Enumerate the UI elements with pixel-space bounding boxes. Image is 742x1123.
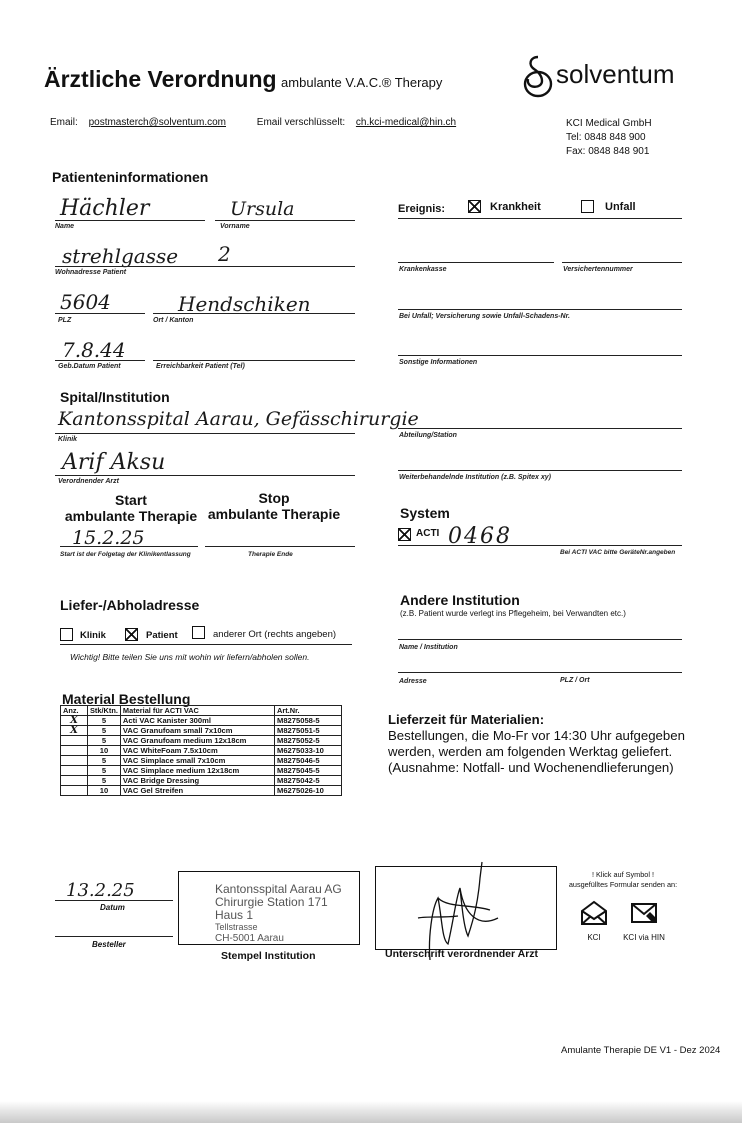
table-row [61,756,342,766]
row-stk: 10 [88,786,121,796]
start-title [62,492,200,524]
delivery-section-title: Liefer-/Abholadresse [60,597,200,613]
delivery-other-label [213,629,336,640]
row-artnr: M8275046-5 [275,756,342,766]
patient-ort-value[interactable]: Hendschiken [178,292,311,316]
table-row [61,746,342,756]
table-row [61,736,342,746]
other-inst-name-label: Name / Institution [399,644,458,651]
other-inst-name-line [398,639,682,640]
row-stk: 5 [88,736,121,746]
krankheit-checkbox[interactable] [468,200,481,213]
row-material: VAC Bridge Dressing [120,776,274,786]
row-qty[interactable] [61,746,88,756]
datum-label: Datum [100,903,125,912]
besteller-label: Besteller [92,940,126,949]
device-label: Bei ACTI VAC bitte GeräteNr.angeben [560,549,676,556]
patient-plz-label: PLZ [58,317,72,324]
row-qty[interactable] [61,776,88,786]
other-inst-plz-label: PLZ / Ort [560,677,590,684]
scan-edge [0,1101,742,1123]
delivery-klinik-label: Klinik [80,630,106,641]
lieferzeit-line-2: werden, werden am folgenden Werktag geliefert. [388,744,673,759]
patient-vorname-line [215,220,355,221]
row-material: Acti VAC Kanister 300ml [120,716,274,726]
start-title-1: Start [115,492,147,508]
send-hint-2: ausgefülltes Formular senden an: [568,880,678,889]
klinik-line [55,433,355,434]
lieferzeit-block [388,712,685,776]
delivery-other-text: anderer Ort [213,629,262,640]
start-date-value[interactable]: 15.2.25 [72,527,145,549]
patient-name-label: Name [55,223,75,230]
row-qty[interactable] [61,766,88,776]
row-qty[interactable] [61,756,88,766]
delivery-patient-checkbox[interactable] [125,628,138,641]
col-artnr: Art.Nr. [275,706,342,716]
delivery-other-checkbox[interactable] [192,626,205,639]
row-material: VAC Simplace medium 12x18cm [120,766,274,776]
row-artnr: M6275026-10 [275,786,342,796]
row-stk: 5 [88,726,121,736]
title-sub: ambulante V.A.C.® Therapy [281,75,443,90]
delivery-line [60,644,352,645]
company-fax: Fax: 0848 848 901 [566,146,650,157]
brand-name: solventum [556,59,675,89]
table-row [61,786,342,796]
col-stk: Stk/Ktn. [88,706,121,716]
arzt-label: Verordnender Arzt [58,478,119,485]
weiter-line [398,470,682,471]
patient-name-line [55,220,205,221]
row-qty[interactable]: X [61,716,88,726]
stop-title-2: ambulante Therapie [207,506,341,522]
patient-plz-value[interactable]: 5604 [60,290,111,314]
table-row [61,776,342,786]
event-label: Ereignis: [398,203,446,215]
row-artnr: M8275052-5 [275,736,342,746]
patient-address-label: Wohnadresse Patient [55,269,127,276]
patient-ort-label: Ort / Kanton [153,317,194,324]
versnr-line [562,262,682,263]
abteilung-label: Abteilung/Station [399,432,457,439]
patient-ort-line [153,313,355,314]
email-label: Email: [50,117,78,128]
email-link[interactable]: postmasterch@solventum.com [88,117,226,128]
row-material: VAC Granufoam medium 12x18cm [120,736,274,746]
datum-value[interactable]: 13.2.25 [66,880,135,901]
end-date-line [205,546,355,547]
spital-section-title: Spital/Institution [60,389,170,405]
start-title-2: ambulante Therapie [64,508,198,524]
row-material: VAC Granufoam small 7x10cm [120,726,274,736]
table-row [61,766,342,776]
send-hint-1: ! Klick auf Symbol ! [591,870,655,879]
company-name: KCI Medical GmbH [566,118,652,129]
send-kci-button[interactable] [578,900,610,942]
title-main: Ärztliche Verordnung [44,66,277,92]
send-kci-hin-button[interactable] [622,900,666,942]
patient-dob-value[interactable]: 7.8.44 [62,338,126,362]
row-stk: 5 [88,776,121,786]
form-title [44,66,442,93]
versnr-label: Versichertennummer [563,266,633,273]
patient-tel-line [153,360,355,361]
unfall-info-line [398,309,682,310]
end-date-label: Therapie Ende [248,551,293,558]
company-tel: Tel: 0848 848 900 [566,132,646,143]
stamp-line-3: Haus 1 [215,908,254,922]
company-block [566,117,652,159]
col-material: Material für ACTI VAC [120,706,274,716]
other-inst-addr-line [398,672,682,673]
krankenkasse-label: Krankenkasse [399,266,447,273]
col-anz: Anz. [61,706,88,716]
signature-label: Unterschrift verordnender Arzt [385,948,539,960]
lieferzeit-line-1: Bestellungen, die Mo-Fr vor 14:30 Uhr aufgegeben [388,728,685,743]
solventum-logo [520,53,680,103]
acti-label: ACTI [416,528,440,539]
stamp-line-5: CH-5001 Aarau [215,933,284,944]
patient-vorname-label: Vorname [220,223,250,230]
material-table-header [61,706,342,716]
row-stk: 5 [88,766,121,776]
event-line [398,218,682,219]
acti-checkbox[interactable] [398,528,411,541]
patient-dob-label: Geb.Datum Patient [58,363,121,370]
sonstige-line [398,355,682,356]
device-no-value[interactable]: 0468 [448,524,512,549]
krankenkasse-line [398,262,554,263]
row-artnr: M8275058-5 [275,716,342,726]
row-material: VAC WhiteFoam 7.5x10cm [120,746,274,756]
lieferzeit-title: Lieferzeit für Materialien: [388,712,545,727]
row-stk: 10 [88,746,121,756]
row-artnr: M8275042-5 [275,776,342,786]
row-artnr: M8275045-5 [275,766,342,776]
device-line [398,545,682,546]
klinik-value[interactable]: Kantonsspital Aarau, Gefässchirurgie [58,408,419,430]
krankheit-label: Krankheit [490,201,541,213]
patient-name-value[interactable]: Hächler [60,196,150,221]
stamp-line-1: Kantonsspital Aarau AG [215,882,342,896]
row-artnr: M8275051-5 [275,726,342,736]
other-inst-sub: (z.B. Patient wurde verlegt ins Pflegeheim, bei Verwandten etc.) [400,609,626,618]
stamp-line-4: Tellstrasse [215,922,258,932]
delivery-klinik-checkbox[interactable] [60,628,73,641]
patient-vorname-value[interactable]: Ursula [230,198,295,220]
delivery-other-note: (rechts angeben) [264,629,337,640]
besteller-line [55,936,173,937]
weiter-label: Weiterbehandelnde Institution (z.B. Spitex xy) [399,474,551,481]
row-stk: 5 [88,716,121,726]
solventum-logo-icon [520,53,556,99]
other-inst-addr-label: Adresse [399,678,427,685]
enc-email-label: Email verschlüsselt: [256,117,346,128]
sonstige-label: Sonstige Informationen [399,359,478,366]
klinik-label: Klinik [58,436,78,443]
stamp-text [215,883,342,944]
version-label: Amulante Therapie DE V1 - Dez 2024 [561,1045,721,1056]
mail-hin-icon [629,900,659,926]
patient-houseno-value[interactable]: 2 [218,242,231,266]
row-qty[interactable]: X [61,726,88,736]
contact-row [50,117,456,128]
mail-open-icon [579,900,609,926]
enc-email-link[interactable]: ch.kci-medical@hin.ch [355,117,457,128]
patient-section-title: Patienteninformationen [52,169,209,185]
row-qty[interactable] [61,786,88,796]
row-qty[interactable] [61,736,88,746]
patient-address-line [55,266,355,267]
unfall-checkbox[interactable] [581,200,594,213]
patient-dob-line [55,360,145,361]
stop-title [205,490,343,522]
arzt-value[interactable]: Arif Aksu [62,450,166,475]
material-table [60,705,342,796]
abteilung-line [398,428,682,429]
patient-street-value[interactable]: strehlgasse [62,244,179,268]
row-material: VAC Gel Streifen [120,786,274,796]
row-artnr: M6275033-10 [275,746,342,756]
material-section-title: Material Bestellung [62,691,191,707]
delivery-note: Wichtig! Bitte teilen Sie uns mit wohin wir liefern/abholen sollen. [70,652,310,662]
send-kci-hin-label: KCI via HIN [623,933,665,942]
send-kci-label: KCI [587,933,601,942]
send-hint [560,870,686,890]
row-material: VAC Simplace small 7x10cm [120,756,274,766]
unfall-label: Unfall [605,201,636,213]
stamp-line-2: Chirurgie Station 171 [215,895,328,909]
datum-line [55,900,173,901]
lieferzeit-line-3: (Ausnahme: Notfall- und Wochenendlieferungen) [388,760,674,775]
arzt-line [55,475,355,476]
start-date-line [60,546,198,547]
stop-title-1: Stop [258,490,290,506]
stamp-label: Stempel Institution [221,950,316,962]
patient-plz-line [55,313,145,314]
other-inst-title: Andere Institution [400,592,520,608]
patient-tel-label: Erreichbarkeit Patient (Tel) [156,363,245,370]
table-row [61,716,342,726]
table-row [61,726,342,736]
row-stk: 5 [88,756,121,766]
unfall-info-label: Bei Unfall; Versicherung sowie Unfall-Schadens-Nr. [399,313,570,320]
start-date-label: Start ist der Folgetag der Klinikentlassung [60,551,191,558]
delivery-patient-label: Patient [146,630,178,641]
system-title: System [400,505,450,521]
